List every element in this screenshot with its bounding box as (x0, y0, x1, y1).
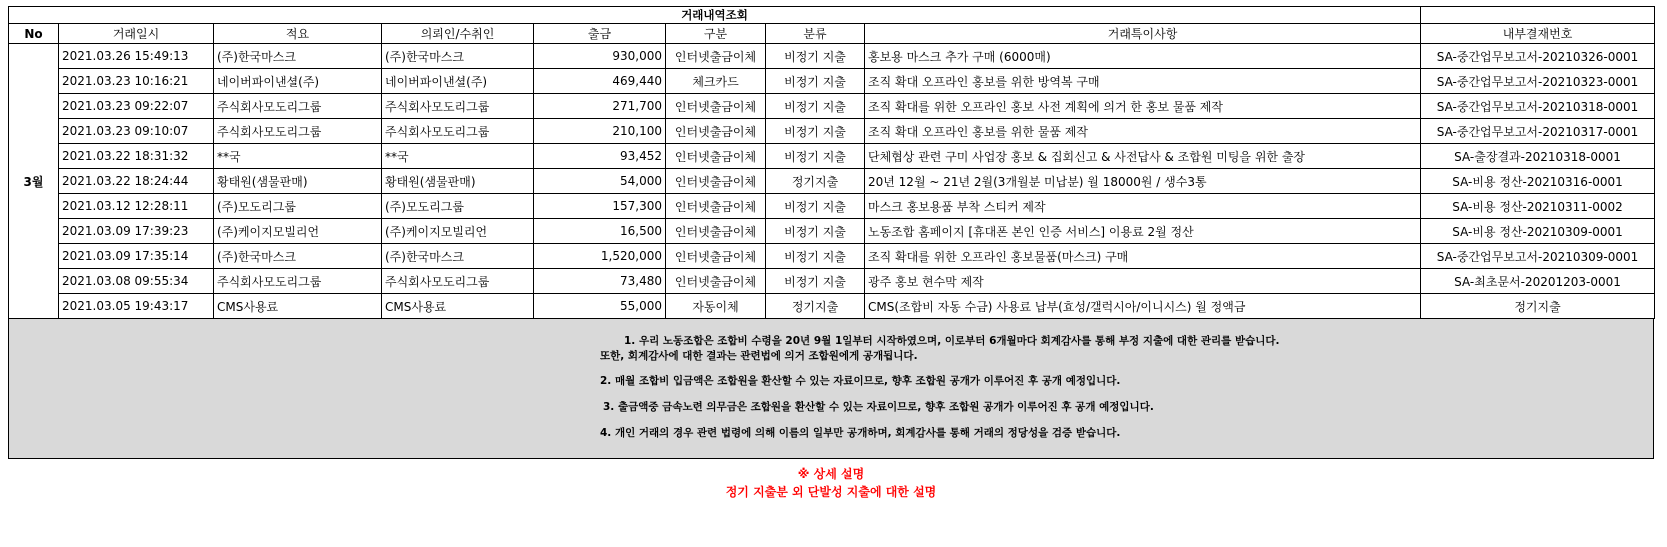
cell-party: (주)한국마스크 (382, 44, 534, 69)
cell-notes: 홍보용 마스크 추가 구매 (6000매) (865, 44, 1421, 69)
cell-amount: 16,500 (534, 219, 666, 244)
cell-amount: 1,520,000 (534, 244, 666, 269)
col-header-method[interactable]: 구분 (666, 24, 766, 44)
cell-method: 인터넷출금이체 (666, 244, 766, 269)
cell-notes: 조직 확대 오프라인 홍보를 위한 물품 제작 (865, 119, 1421, 144)
cell-category: 정기지출 (766, 169, 865, 194)
cell-party: 네이버파이낸셜(주) (382, 69, 534, 94)
cell-summary: 황태원(샘물판매) (214, 169, 382, 194)
cell-party: **국 (382, 144, 534, 169)
cell-summary: (주)모도리그룹 (214, 194, 382, 219)
table-row[interactable] (9, 244, 1655, 269)
cell-doc-no: SA-중간업무보고서-20210318-0001 (1421, 94, 1655, 119)
cell-party: 주식회사모도리그룹 (382, 269, 534, 294)
cell-method: 인터넷출금이체 (666, 144, 766, 169)
table-row[interactable] (9, 94, 1655, 119)
cell-method: 인터넷출금이체 (666, 94, 766, 119)
footnote-1b: 또한, 회계감사에 대한 결과는 관련법에 의거 조합원에게 공개됩니다. (600, 350, 918, 362)
cell-category: 비정기 지출 (766, 144, 865, 169)
col-header-doc-no[interactable]: 내부결재번호 (1421, 24, 1655, 44)
cell-doc-no: SA-최초문서-20201203-0001 (1421, 269, 1655, 294)
cell-doc-no: SA-중간업무보고서-20210326-0001 (1421, 44, 1655, 69)
cell-category: 비정기 지출 (766, 194, 865, 219)
cell-doc-no: SA-중간업무보고서-20210323-0001 (1421, 69, 1655, 94)
cell-party: CMS사용료 (382, 294, 534, 319)
cell-method: 체크카드 (666, 69, 766, 94)
cell-amount: 93,452 (534, 144, 666, 169)
footnote-4: 4. 개인 거래의 경우 관련 법령에 의해 이름의 일부만 공개하며, 회계감사를 통해 거래의 정당성을 검증 받습니다. (600, 427, 1121, 439)
cell-datetime: 2021.03.09 17:35:14 (59, 244, 214, 269)
cell-category: 비정기 지출 (766, 219, 865, 244)
col-header-no[interactable]: No (9, 24, 59, 44)
cell-notes: 노동조합 홈페이지 [휴대폰 본인 인증 서비스] 이용료 2월 정산 (865, 219, 1421, 244)
cell-amount: 54,000 (534, 169, 666, 194)
col-header-party[interactable]: 의뢰인/수취인 (382, 24, 534, 44)
cell-doc-no: SA-비용 정산-20210316-0001 (1421, 169, 1655, 194)
cell-datetime: 2021.03.05 19:43:17 (59, 294, 214, 319)
title-row (9, 7, 1655, 24)
table-row[interactable] (9, 144, 1655, 169)
col-header-notes[interactable]: 거래특이사항 (865, 24, 1421, 44)
cell-notes: 광주 홍보 현수막 제작 (865, 269, 1421, 294)
cell-party: (주)한국마스크 (382, 244, 534, 269)
cell-method: 인터넷출금이체 (666, 44, 766, 69)
cell-method: 인터넷출금이체 (666, 119, 766, 144)
cell-summary: **국 (214, 144, 382, 169)
cell-summary: 주식회사모도리그룹 (214, 269, 382, 294)
cell-datetime: 2021.03.23 10:16:21 (59, 69, 214, 94)
cell-notes: 20년 12월 ~ 21년 2월(3개월분 미납분) 월 18000원 / 생수3통 (865, 169, 1421, 194)
cell-method: 인터넷출금이체 (666, 169, 766, 194)
cell-category: 비정기 지출 (766, 44, 865, 69)
table-row[interactable] (9, 219, 1655, 244)
cell-category: 비정기 지출 (766, 69, 865, 94)
cell-doc-no: SA-중간업무보고서-20210317-0001 (1421, 119, 1655, 144)
cell-party: (주)케이지모빌리언 (382, 219, 534, 244)
cell-party: 황태원(샘물판매) (382, 169, 534, 194)
cell-category: 비정기 지출 (766, 119, 865, 144)
cell-summary: (주)케이지모빌리언 (214, 219, 382, 244)
table-row[interactable] (9, 269, 1655, 294)
col-header-category[interactable]: 분류 (766, 24, 865, 44)
cell-amount: 271,700 (534, 94, 666, 119)
month-cell: 3월 (9, 44, 59, 319)
cell-doc-no: SA-비용 정산-20210309-0001 (1421, 219, 1655, 244)
ledger-sheet (8, 6, 1654, 459)
cell-summary: CMS사용료 (214, 294, 382, 319)
table-row[interactable] (9, 169, 1655, 194)
transaction-table (8, 6, 1655, 319)
cell-datetime: 2021.03.12 12:28:11 (59, 194, 214, 219)
cell-party: 주식회사모도리그룹 (382, 94, 534, 119)
cell-datetime: 2021.03.26 15:49:13 (59, 44, 214, 69)
table-row[interactable] (9, 44, 1655, 69)
cell-doc-no: SA-출장결과-20210318-0001 (1421, 144, 1655, 169)
detail-caption-subtitle: 정기 지출분 외 단발성 지출에 대한 설명 (725, 485, 937, 499)
footnote-2: 2. 매월 조합비 입금액은 조합원을 환산할 수 있는 자료이므로, 향후 조합원 공개가 이루어진 후 공개 예정입니다. (600, 375, 1121, 387)
cell-party: 주식회사모도리그룹 (382, 119, 534, 144)
cell-method: 인터넷출금이체 (666, 194, 766, 219)
col-header-datetime[interactable]: 거래일시 (59, 24, 214, 44)
cell-party: (주)모도리그룹 (382, 194, 534, 219)
footnote-1a: 1. 우리 노동조합은 조합비 수령을 20년 9월 1일부터 시작하였으며, 이로부터 6개월마다 회계감사를 통해 부정 지출에 대한 관리를 받습니다. (624, 335, 1280, 347)
table-row[interactable] (9, 69, 1655, 94)
cell-datetime: 2021.03.09 17:39:23 (59, 219, 214, 244)
cell-category: 정기지출 (766, 294, 865, 319)
cell-notes: CMS(조합비 자동 수금) 사용료 납부(효성/갤럭시아/이니시스) 월 정액금 (865, 294, 1421, 319)
table-row[interactable] (9, 119, 1655, 144)
cell-notes: 조직 확대를 위한 오프라인 홍보 사전 계획에 의거 한 홍보 물품 제작 (865, 94, 1421, 119)
title-right-cell (1421, 7, 1655, 24)
cell-notes: 마스크 홍보용품 부착 스티커 제작 (865, 194, 1421, 219)
cell-datetime: 2021.03.22 18:24:44 (59, 169, 214, 194)
col-header-summary[interactable]: 적요 (214, 24, 382, 44)
cell-amount: 469,440 (534, 69, 666, 94)
cell-amount: 930,000 (534, 44, 666, 69)
cell-datetime: 2021.03.08 09:55:34 (59, 269, 214, 294)
cell-datetime: 2021.03.23 09:10:07 (59, 119, 214, 144)
cell-category: 비정기 지출 (766, 244, 865, 269)
cell-amount: 73,480 (534, 269, 666, 294)
cell-summary: 주식회사모도리그룹 (214, 94, 382, 119)
cell-doc-no: SA-비용 정산-20210311-0002 (1421, 194, 1655, 219)
header-row (9, 24, 1655, 44)
cell-datetime: 2021.03.23 09:22:07 (59, 94, 214, 119)
cell-datetime: 2021.03.22 18:31:32 (59, 144, 214, 169)
cell-method: 인터넷출금이체 (666, 219, 766, 244)
detail-caption-title: ※ 상세 설명 (797, 467, 865, 481)
cell-method: 인터넷출금이체 (666, 269, 766, 294)
cell-notes: 조직 확대를 위한 오프라인 홍보물품(마스크) 구매 (865, 244, 1421, 269)
col-header-amount[interactable]: 출금 (534, 24, 666, 44)
cell-summary: 네이버파이낸셜(주) (214, 69, 382, 94)
cell-category: 비정기 지출 (766, 269, 865, 294)
cell-summary: (주)한국마스크 (214, 244, 382, 269)
footnote-3: 3. 출금액중 금속노련 의무금은 조합원을 환산할 수 있는 자료이므로, 향후 조합원 공개가 이루어진 후 공개 예정입니다. (603, 401, 1154, 413)
table-row[interactable] (9, 194, 1655, 219)
cell-amount: 210,100 (534, 119, 666, 144)
cell-notes: 조직 확대 오프라인 홍보를 위한 방역복 구매 (865, 69, 1421, 94)
cell-amount: 55,000 (534, 294, 666, 319)
cell-summary: (주)한국마스크 (214, 44, 382, 69)
cell-amount: 157,300 (534, 194, 666, 219)
cell-doc-no: 정기지출 (1421, 294, 1655, 319)
cell-method: 자동이체 (666, 294, 766, 319)
cell-notes: 단체협상 관련 구미 사업장 홍보 & 집회신고 & 사전답사 & 조합원 미팅을 위한 출장 (865, 144, 1421, 169)
cell-category: 비정기 지출 (766, 94, 865, 119)
page-title: 거래내역조회 (9, 7, 1421, 24)
cell-doc-no: SA-중간업무보고서-20210309-0001 (1421, 244, 1655, 269)
table-row[interactable] (9, 294, 1655, 319)
footnotes-panel (8, 319, 1654, 459)
cell-summary: 주식회사모도리그룹 (214, 119, 382, 144)
